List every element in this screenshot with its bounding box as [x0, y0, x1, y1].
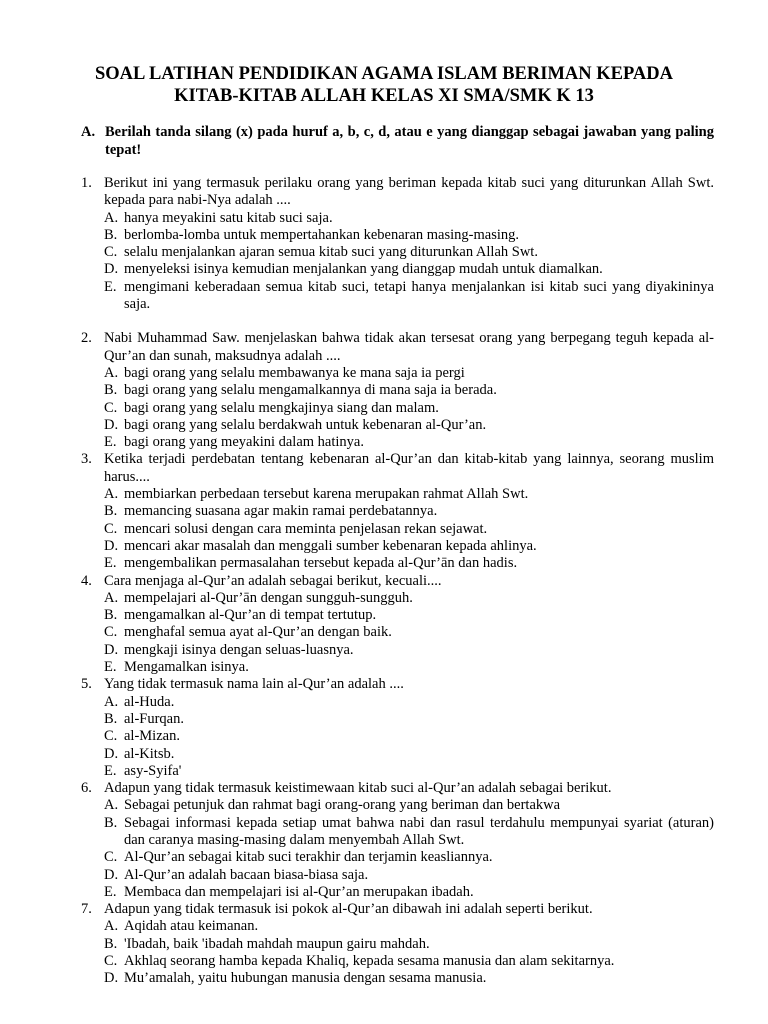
- option-letter: A.: [104, 364, 119, 381]
- question-number: 3.: [81, 451, 92, 468]
- answer-options: [104, 797, 714, 901]
- option-letter: D.: [104, 745, 119, 762]
- option-text: bagi orang yang selalu mengkajinya siang dan malam.: [124, 399, 439, 416]
- title-line-1: SOAL LATIHAN PENDIDIKAN AGAMA ISLAM BERIMAN KEPADA: [94, 64, 673, 84]
- option-text: bagi orang yang selalu membawanya ke mana saja ia pergi: [124, 364, 465, 381]
- answer-option: [104, 521, 714, 538]
- option-letter: C.: [104, 624, 118, 641]
- answer-option: [104, 867, 714, 884]
- answer-option: [104, 210, 714, 227]
- option-letter: D.: [104, 866, 119, 883]
- option-letter: C.: [104, 520, 118, 537]
- option-text: bagi orang yang selalu berdakwah untuk kebenaran al-Qur’an.: [124, 416, 487, 433]
- answer-option: [104, 918, 714, 935]
- answer-option: [104, 400, 714, 417]
- question-item: [81, 780, 714, 901]
- option-letter: B.: [104, 814, 118, 831]
- question-stem: Yang tidak termasuk nama lain al-Qur’an adalah ....: [104, 676, 404, 693]
- answer-option: [104, 590, 714, 607]
- answer-option: [104, 382, 714, 399]
- question-stem: Adapun yang tidak termasuk keistimewaan kitab suci al-Qur’an adalah sebagai berikut.: [104, 780, 612, 797]
- answer-option: [104, 970, 714, 987]
- option-text: mengembalikan permasalahan tersebut kepada al-Qur’ān dan hadis.: [124, 555, 518, 572]
- option-letter: B.: [104, 607, 118, 624]
- option-letter: E.: [104, 278, 117, 295]
- answer-option: [104, 815, 714, 850]
- answer-option: [104, 797, 714, 814]
- answer-option: [104, 365, 714, 382]
- question-item: [81, 330, 714, 451]
- answer-option: [104, 694, 714, 711]
- answer-option: [104, 849, 714, 866]
- answer-option: [104, 746, 714, 763]
- option-text: selalu menjalankan ajaran semua kitab suci yang diturunkan Allah Swt.: [124, 244, 538, 261]
- option-text: mencari akar masalah dan menggali sumber kebenaran kepada ahlinya.: [124, 537, 537, 554]
- answer-option: [104, 417, 714, 434]
- answer-options: [104, 918, 714, 987]
- option-letter: A.: [104, 797, 119, 814]
- answer-option: [104, 728, 714, 745]
- option-letter: D.: [104, 641, 119, 658]
- option-text: hanya meyakini satu kitab suci saja.: [124, 209, 333, 226]
- answer-option: [104, 486, 714, 503]
- option-letter: A.: [104, 589, 119, 606]
- option-letter: D.: [104, 261, 119, 278]
- option-text: Aqidah atau keimanan.: [124, 918, 259, 935]
- answer-option: [104, 279, 714, 314]
- answer-option: [104, 884, 714, 901]
- question-item: [81, 175, 714, 313]
- option-letter: B.: [104, 503, 118, 520]
- option-text: bagi orang yang selalu mengamalkannya di mana saja ia berada.: [124, 382, 497, 399]
- option-letter: C.: [104, 728, 118, 745]
- answer-option: [104, 642, 714, 659]
- answer-option: [104, 624, 714, 641]
- answer-option: [104, 607, 714, 624]
- option-letter: A.: [104, 209, 119, 226]
- document-title: [40, 63, 728, 107]
- option-text: menghafal semua ayat al-Qur’an dengan baik.: [124, 624, 392, 641]
- question-body: [104, 901, 714, 987]
- option-text: Al-Qur’an sebagai kitab suci terakhir dan terjamin keasliannya.: [124, 849, 493, 866]
- option-text: Sebagai petunjuk dan rahmat bagi orang-orang yang beriman dan bertakwa: [124, 797, 561, 814]
- option-letter: E.: [104, 762, 117, 779]
- section-text: Berilah tanda silang (x) pada huruf a, b, c, d, atau e yang dianggap sebagai jawaban yang paling tepat!: [105, 124, 714, 158]
- option-letter: B.: [104, 226, 118, 243]
- option-text: mengkaji isinya dengan seluas-luasnya.: [124, 641, 354, 658]
- option-text: Mu’amalah, yaitu hubungan manusia dengan sesama manusia.: [124, 970, 487, 987]
- answer-option: [104, 555, 714, 572]
- option-text: mencari solusi dengan cara meminta penjelasan rekan sejawat.: [124, 520, 488, 537]
- option-text: menyeleksi isinya kemudian menjalankan yang dianggap mudah untuk diamalkan.: [124, 261, 603, 278]
- option-text: Membaca dan mempelajari isi al-Qur’an merupakan ibadah.: [124, 883, 474, 900]
- option-letter: E.: [104, 434, 117, 451]
- option-letter: D.: [104, 537, 119, 554]
- question-item: [81, 451, 714, 572]
- question-number: 4.: [81, 572, 92, 589]
- answer-option: [104, 244, 714, 261]
- answer-options: [104, 694, 714, 780]
- question-body: [104, 330, 714, 451]
- answer-option: [104, 434, 714, 451]
- question-stem: Nabi Muhammad Saw. menjelaskan bahwa tidak akan tersesat orang yang berpegang teguh kepada al-Qur’an dan sunah, maksudnya adalah ....: [104, 330, 714, 364]
- option-letter: E.: [104, 659, 117, 676]
- option-letter: A.: [104, 918, 119, 935]
- option-letter: C.: [104, 399, 118, 416]
- option-text: al-Kitsb.: [124, 745, 175, 762]
- question-stem: Ketika terjadi perdebatan tentang kebenaran al-Qur’an dan kitab-kitab yang lainnya, seorang muslim harus....: [104, 451, 714, 485]
- answer-option: [104, 659, 714, 676]
- option-letter: E.: [104, 555, 117, 572]
- option-text: al-Furqan.: [124, 710, 184, 727]
- question-body: [104, 451, 714, 572]
- question-list: [81, 175, 714, 988]
- question-number: 5.: [81, 676, 92, 693]
- option-text: 'Ibadah, baik 'ibadah mahdah maupun gairu mahdah.: [124, 935, 430, 952]
- answer-options: [104, 486, 714, 572]
- option-letter: C.: [104, 244, 118, 261]
- question-item: [81, 901, 714, 987]
- option-letter: C.: [104, 849, 118, 866]
- option-text: bagi orang yang meyakini dalam hatinya.: [124, 434, 364, 451]
- option-letter: B.: [104, 382, 118, 399]
- question-body: [104, 780, 714, 901]
- answer-options: [104, 365, 714, 451]
- answer-options: [104, 590, 714, 676]
- answer-option: [104, 711, 714, 728]
- option-text: Sebagai informasi kepada setiap umat bahwa nabi dan rasul terdahulu mempunyai syariat (aturan) dan caranya masing-masing dalam menyembah Allah Swt.: [124, 814, 714, 848]
- option-text: al-Huda.: [124, 693, 175, 710]
- question-number: 2.: [81, 330, 92, 347]
- question-stem: Cara menjaga al-Qur’an adalah sebagai berikut, kecuali....: [104, 572, 442, 589]
- option-text: al-Mizan.: [124, 728, 180, 745]
- option-text: asy-Syifa': [124, 762, 182, 779]
- option-text: mempelajari al-Qur’ān dengan sungguh-sungguh.: [124, 589, 413, 606]
- option-text: mengimani keberadaan semua kitab suci, tetapi hanya menjalankan isi kitab suci yang diyakininya saja.: [124, 278, 714, 313]
- answer-option: [104, 503, 714, 520]
- option-letter: A.: [104, 486, 119, 503]
- option-text: berlomba-lomba untuk mempertahankan kebenaran masing-masing.: [124, 226, 519, 243]
- option-text: Mengamalkan isinya.: [124, 659, 249, 676]
- option-text: Al-Qur’an adalah bacaan biasa-biasa saja.: [124, 866, 369, 883]
- answer-option: [104, 538, 714, 555]
- question-number: 1.: [81, 175, 92, 191]
- answer-option: [104, 763, 714, 780]
- answer-option: [104, 261, 714, 278]
- answer-options: [104, 210, 714, 314]
- option-text: membiarkan perbedaan tersebut karena merupakan rahmat Allah Swt.: [124, 486, 529, 503]
- question-number: 6.: [81, 780, 92, 797]
- question-body: [104, 175, 714, 313]
- answer-option: [104, 227, 714, 244]
- question-item: [81, 573, 714, 677]
- question-stem: Adapun yang tidak termasuk isi pokok al-Qur’an dibawah ini adalah seperti berikut.: [104, 901, 593, 918]
- section-letter: A.: [81, 124, 96, 140]
- answer-option: [104, 936, 714, 953]
- option-letter: E.: [104, 883, 117, 900]
- answer-option: [104, 953, 714, 970]
- option-letter: B.: [104, 935, 118, 952]
- question-stem: Berikut ini yang termasuk perilaku orang yang beriman kepada kitab suci yang diturunkan Allah Swt. kepada para nabi-Nya adalah ....: [104, 175, 714, 209]
- option-letter: D.: [104, 416, 119, 433]
- question-item: [81, 676, 714, 780]
- option-text: Akhlaq seorang hamba kepada Khaliq, kepada sesama manusia dan alam sekitarnya.: [124, 953, 615, 970]
- option-letter: C.: [104, 953, 118, 970]
- question-number: 7.: [81, 901, 92, 918]
- option-letter: A.: [104, 693, 119, 710]
- option-letter: D.: [104, 970, 119, 987]
- section-instruction: [81, 123, 714, 159]
- question-body: [104, 676, 714, 780]
- question-body: [104, 573, 714, 677]
- option-letter: B.: [104, 710, 118, 727]
- option-text: mengamalkan al-Qur’an di tempat tertutup.: [124, 607, 377, 624]
- option-text: memancing suasana agar makin ramai perdebatannya.: [124, 503, 438, 520]
- title-line-2: KITAB-KITAB ALLAH KELAS XI SMA/SMK K 13: [174, 86, 594, 106]
